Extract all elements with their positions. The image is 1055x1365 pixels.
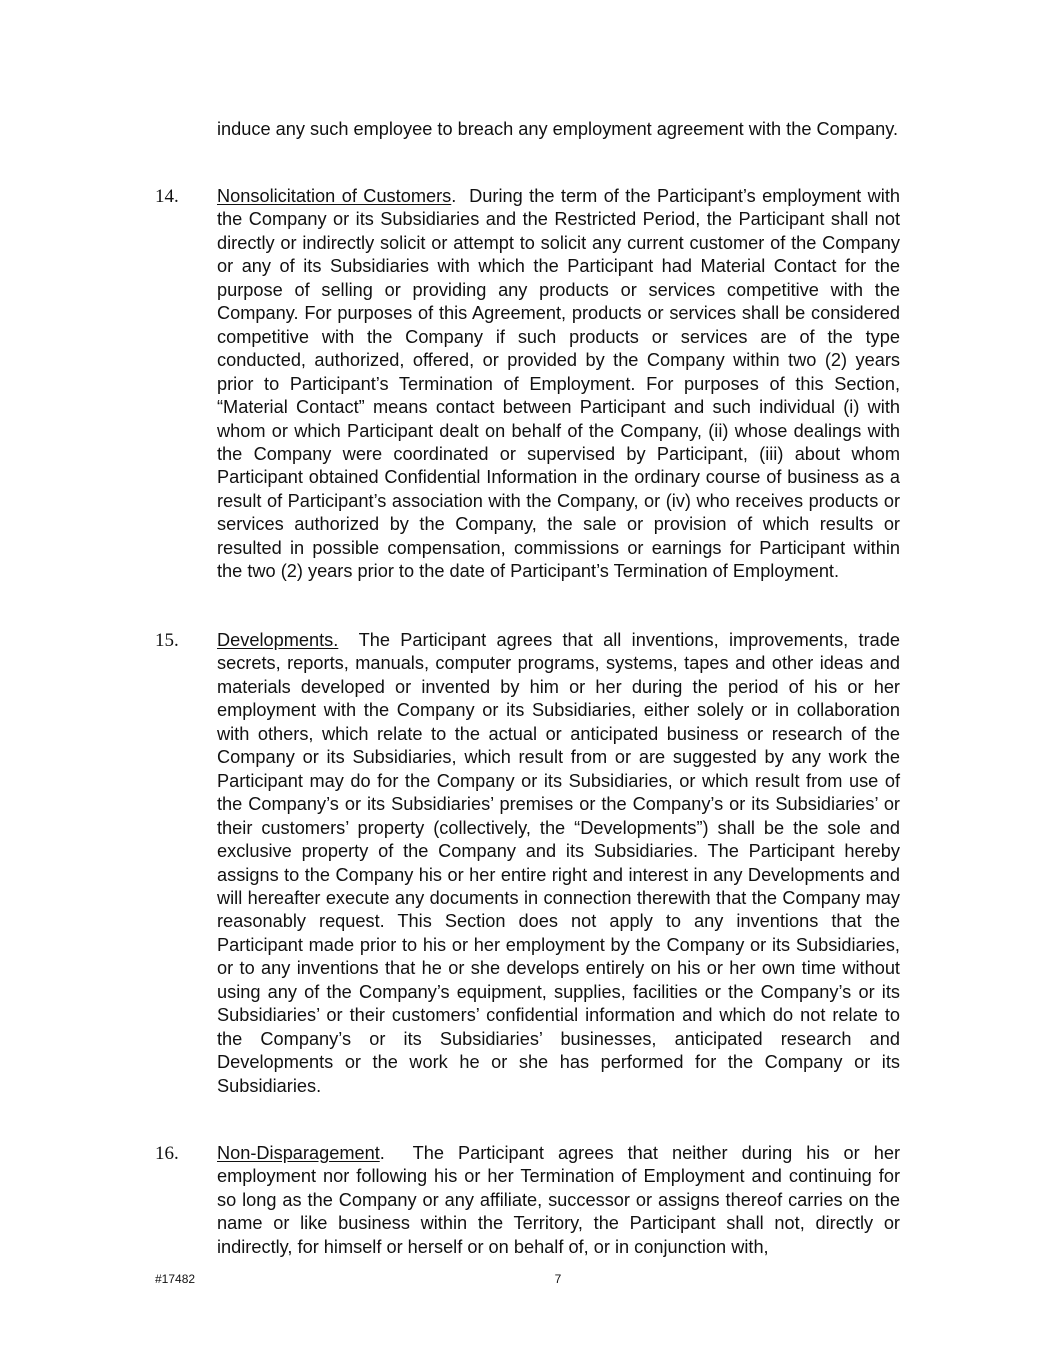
section-heading: Nonsolicitation of Customers xyxy=(217,186,452,206)
section-heading-suffix: . xyxy=(379,1143,385,1163)
section-heading: Developments. xyxy=(217,630,339,650)
section-text: During the term of the Participant’s employment with the Company or its Subsidiaries and the Restricted Period, the Participant shall not directly or indirectly solicit or attempt to solicit any current customer of the Company or any of its Subsidiaries with which the Participant had Material Contact for the purpose of selling or providing any products or services competitive with the Company. For purposes of this Agreement, products or services shall be considered competitive with the Company if such products or services are of the type conducted, authorized, offered, or provided by the Company within two (2) years prior to Participant’s Termination of Employment. For purposes of this Section, “Material Contact” means contact between Participant and such individual (i) with whom or which Participant dealt on behalf of the Company, (ii) whose dealings with the Company were coordinated or supervised by Participant, (iii) about whom Participant obtained Confidential Information in the ordinary course of business as a result of Participant’s association with the Company, or (iv) who receives products or services authorized by the Company, the sale or provision of which results or resulted in possible compensation, commissions or earnings for Participant within the two (2) years prior to the date of Participant’s Termination of Employment. xyxy=(217,186,901,582)
section-text: The Participant agrees that neither during his or her employment nor following his or her Termination of Employment and continuing for so long as the Company or any affiliate, successor or assigns thereof carries on the name or like business within the Territory, the Participant shall not, directly or indirectly, for himself or herself or on behalf of, or in conjunction with, xyxy=(217,1143,901,1257)
section-text: The Participant agrees that all inventions, improvements, trade secrets, reports, manuals, computer programs, systems, tapes and other ideas and materials developed or invented by him or her during the period of his or her employment with the Company or its Subsidiaries, either solely or in collaboration with others, which relate to the actual or anticipated business or research of the Company or its Subsidiaries, which result from or are suggested by any work the Participant may do for the Company or its Subsidiaries, or which result from use of the Company’s or its Subsidiaries’ premises or the Company’s or its Subsidiaries’ or their customers’ property (collectively, the “Developments”) shall be the sole and exclusive property of the Company and its Subsidiaries. The Participant hereby assigns to the Company his or her entire right and interest in any Developments and will hereafter execute any documents in connection therewith that the Company may reasonably request. This Section does not apply to any inventions that the Participant made prior to his or her employment by the Company or its Subsidiaries, or to any inventions that he or she develops entirely on his or her own time without using any of the Company’s equipment, supplies, facilities or the Company’s or its Subsidiaries’ or their customers’ confidential information and which do not relate to the Company’s or its Subsidiaries’ businesses, anticipated research and Developments or the work he or she has performed for the Company or its Subsidiaries. xyxy=(217,630,900,1096)
section-heading: Non-Disparagement xyxy=(217,1143,380,1163)
footer-page-number: 7 xyxy=(554,1272,562,1286)
continuation-paragraph: induce any such employee to breach any employment agreement with the Company. xyxy=(217,119,899,139)
section-paragraph xyxy=(217,185,900,584)
footer-document-id: #17482 xyxy=(155,1272,196,1286)
section-paragraph xyxy=(217,629,900,1098)
section-number: 16. xyxy=(155,1143,179,1164)
section-heading-suffix: . xyxy=(451,186,457,206)
section-paragraph xyxy=(217,1142,900,1259)
section-number: 14. xyxy=(155,186,179,207)
section-number: 15. xyxy=(155,630,179,651)
